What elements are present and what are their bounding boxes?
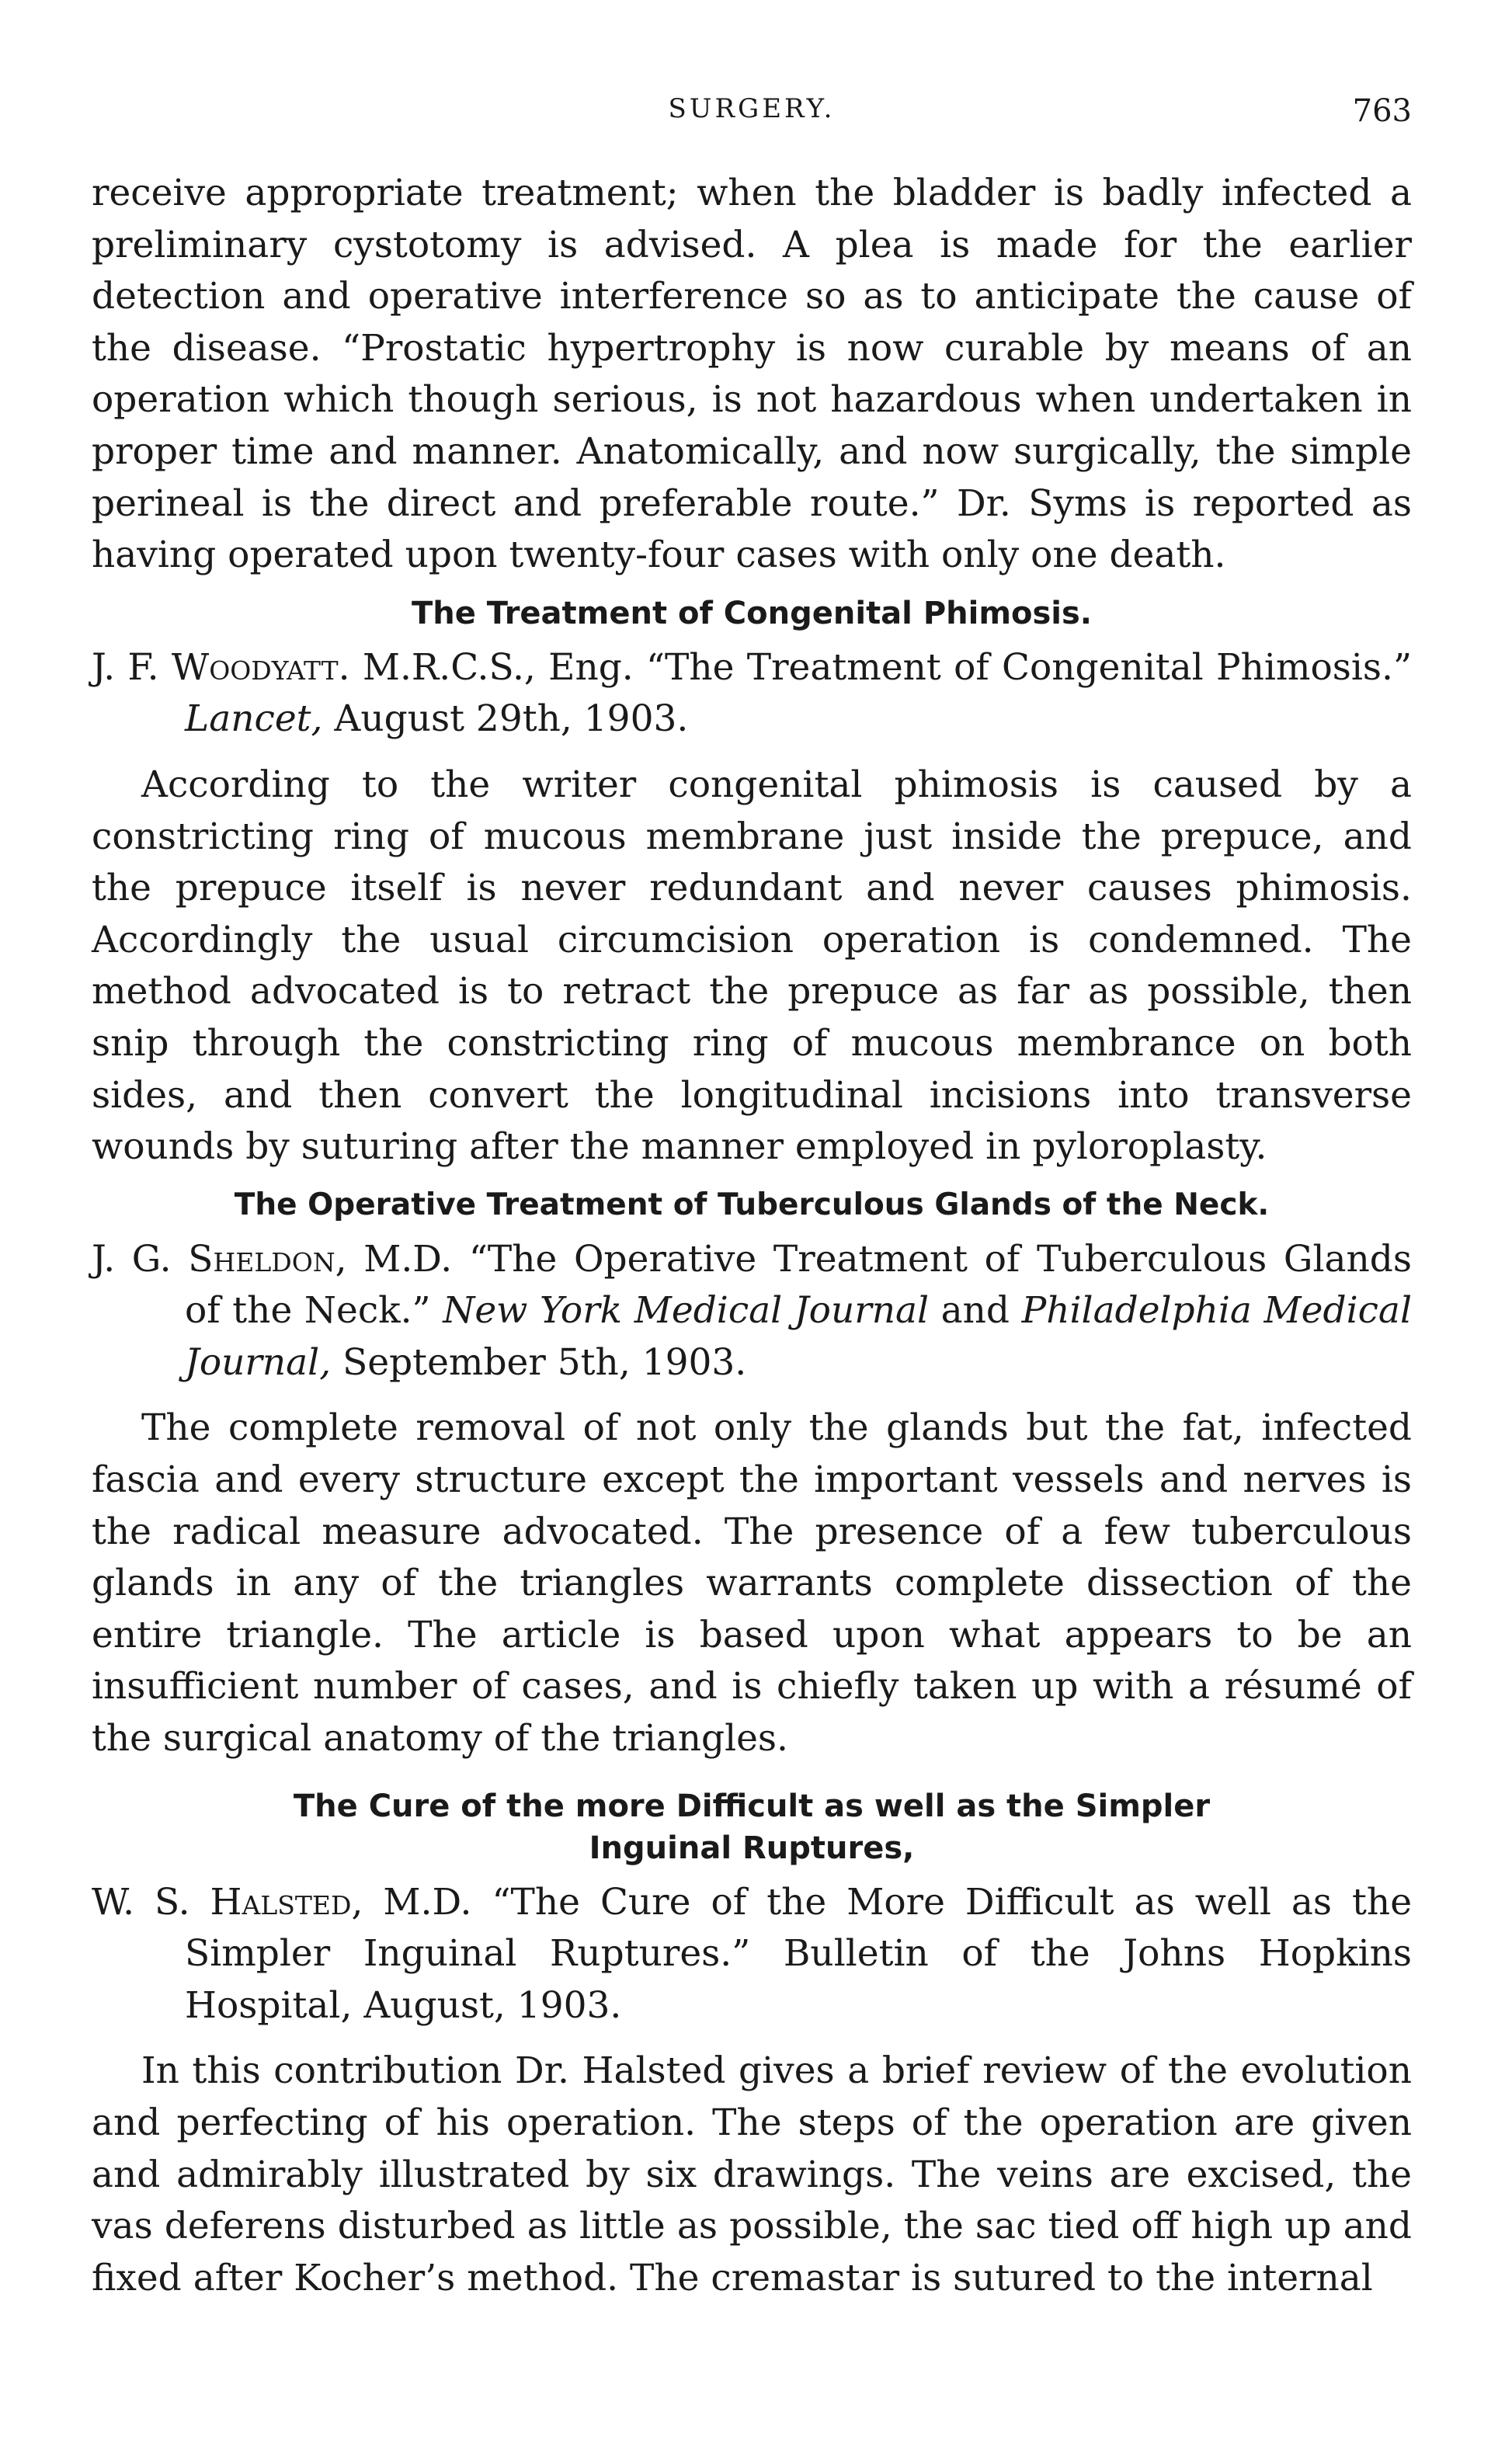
citation-date: August, 1903.: [352, 1983, 622, 2027]
section-heading-phimosis: The Treatment of Congenital Phimosis.: [411, 595, 1092, 631]
section-body-tuberculous-glands: The complete removal of not only the glands but the fat, infected fascia and every structure except the important vessels and nerves is the radical measure advocated. The presence of a few tuberculous glands in any of the triangles warrants complete dissection of the entire triangle. The article is based upon what appears to be an insufficient number of cases, and is chiefly taken up with a résumé of the surgical anatomy of the triangles.: [92, 1406, 1412, 1760]
running-head: [92, 93, 1412, 140]
page-number: 763: [1352, 93, 1412, 129]
citation-journal: Lancet,: [185, 697, 323, 741]
section-body-inguinal-ruptures: In this contribution Dr. Halsted gives a brief review of the evolution and perfecting of his operation. The steps of the operation are given and admirably illustrated by six drawings. The veins are excised, the vas deferens disturbed as little as possible, the sac tied off high up and fixed after Kocher’s method. The cremastar is sutured to the internal: [92, 2049, 1412, 2299]
section-heading-tuberculous-glands: The Operative Treatment of Tuberculous Glands of the Neck.: [234, 1187, 1270, 1222]
citation-date: September 5th, 1903.: [331, 1340, 747, 1384]
citation-author: J. F. Woodyatt.: [92, 645, 350, 689]
citation-journal: New York Medical Journal: [443, 1289, 930, 1333]
citation-title: “The Treatment of Congenital Phimosis.”: [633, 645, 1412, 689]
citation-journal: Bulletin of the Johns Hopkins Hospital,: [185, 1932, 1412, 2027]
book-page: [92, 93, 1412, 2304]
heading-line-2: Inguinal Ruptures,: [589, 1830, 915, 1866]
citation-author: W. S. Halsted,: [92, 1880, 363, 1924]
citation-joiner: and: [929, 1289, 1022, 1333]
citation-title: “The Operative Treatment of Tuberculous Glands of the Neck.”: [185, 1237, 1412, 1333]
citation-credentials: M.D.: [346, 1237, 453, 1281]
heading-line-1: The Cure of the more Difficult as well as the Simpler: [293, 1788, 1211, 1824]
citation-woodyatt: [92, 642, 1412, 746]
citation-halsted: [92, 1877, 1412, 2032]
citation-date: August 29th, 1903.: [322, 697, 689, 741]
citation-author: J. G. Sheldon,: [92, 1237, 347, 1281]
citation-title: “The Cure of the More Difficult as well as the Simpler Inguinal Ruptures.”: [185, 1880, 1413, 1976]
section-heading-inguinal-ruptures: [92, 1785, 1412, 1869]
citation-sheldon: [92, 1234, 1412, 1389]
section-body-phimosis: According to the writer congenital phimosis is caused by a constricting ring of mucous membrane just inside the prepuce, and the prepuce itself is never redundant and never causes phimosis. Accordingly the usual circumcision operation is condemned. The method advocated is to retract the prepuce as far as possible, then snip through the constricting ring of mucous membrance on both sides, and then convert the longitudinal incisions into transverse wounds by suturing after the manner employed in pyloroplasty.: [92, 763, 1412, 1169]
citation-credentials: M.R.C.S., Eng.: [349, 645, 634, 689]
intro-paragraph: receive appropriate treatment; when the bladder is badly infected a preliminary cystotomy is advised. A plea is made for the earlier detection and operative interference so as to anticipate the cause of the disease. “Prostatic hypertrophy is now curable by means of an operation which though serious, is not hazardous when undertaken in proper time and manner. Anatomically, and now surgically, the simple perineal is the direct and preferable route.” Dr. Syms is reported as having operated upon twenty-four cases with only one death.: [92, 172, 1412, 577]
citation-credentials: M.D.: [363, 1880, 472, 1924]
citation-journal-2: Philadelphia Medical Journal,: [185, 1289, 1412, 1384]
running-title: SURGERY.: [668, 93, 836, 124]
